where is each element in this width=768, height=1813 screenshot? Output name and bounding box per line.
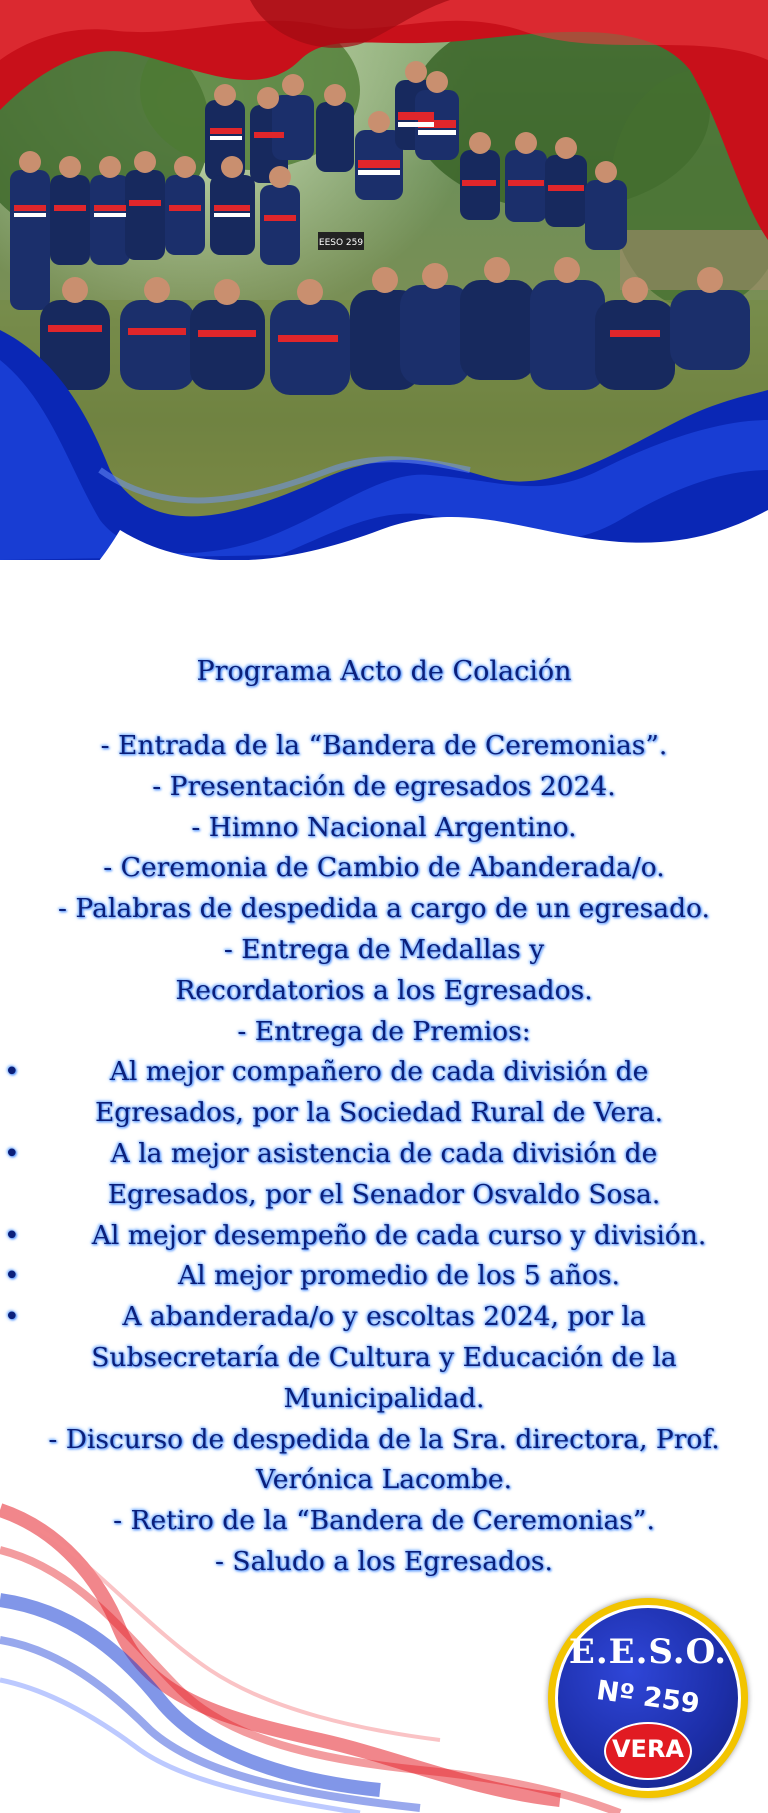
award-bullet bbox=[0, 1134, 768, 1216]
program-item: - Entrega de Premios: bbox=[237, 1015, 531, 1047]
award-bullet bbox=[0, 1256, 768, 1297]
program-title: Programa Acto de Colación bbox=[196, 656, 572, 687]
program-text bbox=[0, 655, 768, 1583]
program-item: - Retiro de la “Bandera de Ceremonias”. bbox=[113, 1505, 655, 1537]
award-text: A abanderada/o y escoltas 2024, por la Subsecretaría de Cultura y Educación de la Municipalidad. bbox=[91, 1301, 677, 1414]
bullet-icon: • bbox=[4, 1056, 20, 1088]
program-item: - Himno Nacional Argentino. bbox=[191, 811, 577, 843]
logo-school-name: E.E.S.O. bbox=[568, 1632, 728, 1672]
school-logo bbox=[548, 1598, 748, 1798]
logo-city: VERA bbox=[611, 1735, 685, 1763]
program-item: - Ceremonia de Cambio de Abanderada/o. bbox=[103, 852, 665, 884]
bullet-icon: • bbox=[4, 1260, 20, 1292]
bullet-icon: • bbox=[4, 1219, 20, 1251]
award-text: Al mejor promedio de los 5 años. bbox=[178, 1260, 620, 1292]
white-wave bbox=[0, 470, 768, 670]
program-item: - Presentación de egresados 2024. bbox=[152, 770, 616, 802]
award-text: A la mejor asistencia de cada división de Egresados, por el Senador Osvaldo Sosa. bbox=[107, 1137, 661, 1210]
award-bullet bbox=[0, 1216, 768, 1257]
award-bullet bbox=[0, 1297, 768, 1419]
award-bullet bbox=[0, 1052, 768, 1134]
program-item: - Saludo a los Egresados. bbox=[215, 1545, 553, 1577]
program-item: - Entrada de la “Bandera de Ceremonias”. bbox=[100, 730, 668, 761]
bullet-icon: • bbox=[4, 1137, 20, 1169]
sign-text: EESO 259 bbox=[318, 238, 364, 248]
award-text: Al mejor compañero de cada división de Egresados, por la Sociedad Rural de Vera. bbox=[94, 1056, 664, 1129]
bullet-icon: • bbox=[4, 1301, 20, 1333]
program-item: - Discurso de despedida de la Sra. directora, Prof. Verónica Lacombe. bbox=[48, 1423, 720, 1496]
award-text: Al mejor desempeño de cada curso y división. bbox=[91, 1219, 707, 1251]
program-item: - Entrega de Medallas y Recordatorios a los Egresados. bbox=[175, 933, 593, 1006]
program-item: - Palabras de despedida a cargo de un egresado. bbox=[58, 893, 710, 925]
logo-number: Nº 259 bbox=[594, 1674, 702, 1721]
